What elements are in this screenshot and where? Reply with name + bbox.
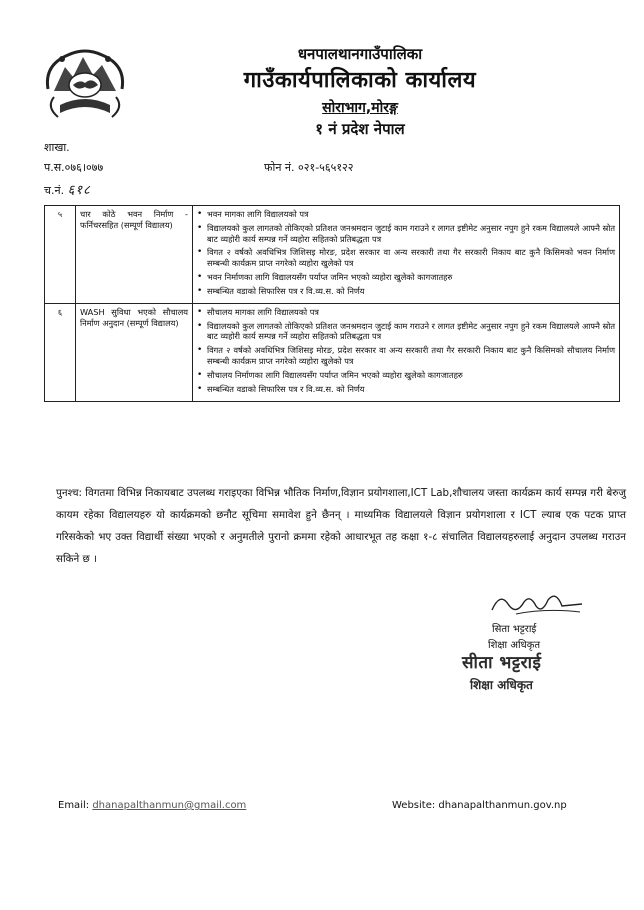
phone-number: फोन नं. ०२१-५६५१२२ <box>264 161 354 174</box>
email-label: Email: <box>58 800 90 811</box>
province-name: १ नं प्रदेश नेपाल <box>315 120 405 138</box>
branch-label: शाखा. <box>44 141 70 154</box>
row-serial: ६ <box>45 303 76 401</box>
row-serial: ५ <box>45 206 76 304</box>
nepal-emblem-logo <box>40 45 130 125</box>
table-row <box>45 206 620 304</box>
list-item: • भवन मागका लागि विद्यालयको पत्र <box>207 209 615 220</box>
signatory-name: सिता भट्टराई <box>492 624 537 635</box>
list-item: • सौचालय निर्माणका लागि विद्यालयसँग पर्याप्त जमिन भएको व्यहोरा खुलेको कागजातहरु <box>207 370 615 381</box>
row-title: चार कोठे भवन निर्माण - फर्निचरसहित (सम्पूर्ण विद्यालय) <box>76 206 193 304</box>
office-name: गाउँकार्यपालिकाको कार्यालय <box>243 68 477 93</box>
stamp-name: सीता भट्टराई <box>462 653 542 673</box>
row-requirements <box>193 206 620 304</box>
row-requirements <box>193 303 620 401</box>
email-link[interactable]: dhanapalthanmun@gmail.com <box>92 800 247 811</box>
footer-website <box>392 800 567 811</box>
chalani-value: ६१८ <box>67 183 91 198</box>
list-item: • सौचालय मागका लागि विद्यालयको पत्र <box>207 307 615 318</box>
list-item: • भवन निर्माणका लागि विद्यालयसँग पर्याप्त जमिन भएको व्यहोरा खुलेको कागजातहरु <box>207 272 615 283</box>
list-item: • सम्बन्धित वडाको सिफारिस पत्र र वि.व्य.स. को निर्णय <box>207 286 615 297</box>
website-link[interactable]: dhanapalthanmun.gov.np <box>438 800 567 811</box>
requirements-table <box>44 205 620 402</box>
stamp-title: शिक्षा अधिकृत <box>470 678 533 692</box>
signatory-title: शिक्षा अधिकृत <box>488 640 541 651</box>
handwritten-signature <box>486 584 586 620</box>
list-item: • विद्यालयको कुल लागतको तोकिएको प्रतिशत जनश्रमदान जुटाई काम गराउने र लागत इष्टीमेट अनुसार नपुग हुने रकम विद्यालयले आफ्नै स्रोत बाट व्यहोरी कार्य सम्पन्न गर्ने व्यहोरा सहितको प्रतिबद्धता पत्र <box>207 321 615 343</box>
table-row <box>45 303 620 401</box>
footer-email <box>58 800 246 811</box>
website-label: Website: <box>392 800 436 811</box>
office-address: सोराभाग,मोरङ्ग <box>322 100 398 116</box>
row-title: WASH सुविधा भएको सौचालय निर्माण अनुदान (सम्पूर्ण विद्यालय) <box>76 303 193 401</box>
list-item: • सम्बन्धित वडाको सिफारिस पत्र र वि.व्य.स. को निर्णय <box>207 384 615 395</box>
municipality-name: धनपालथानगाउँपालिका <box>297 45 423 63</box>
list-item: • विगत २ वर्षको अवधिभित्र जिशिसइ मोरङ, प्रदेश सरकार वा अन्य सरकारी तथा गैर सरकारी निकाय बाट कुनै किसिमको भवन निर्माण सम्बन्धी कार्यक्रम प्राप्त नगरेको व्यहोरा खुलेको पत्र <box>207 247 615 269</box>
chalani-number <box>44 180 91 198</box>
patra-sankhya: प.स.०७६।०७७ <box>44 161 104 174</box>
list-item: • विद्यालयको कुल लागतको तोकिएको प्रतिशत जनश्रमदान जुटाई काम गराउने र लागत इष्टीमेट अनुसार नपुग हुने रकम विद्यालयले आफ्नै स्रोत बाट व्यहोरी कार्य सम्पन्न गर्ने व्यहोरा सहितको प्रतिबद्धता पत्र <box>207 223 615 245</box>
list-item: • विगत २ वर्षको अवधिभित्र जिशिसइ मोरङ, प्रदेश सरकार वा अन्य सरकारी तथा गैर सरकारी निकाय बाट कुनै किसिमको सौचालय निर्माण सम्बन्धी कार्यक्रम प्राप्त नगरेको व्यहोरा खुलेको पत्र <box>207 345 615 367</box>
postscript-note: पुनश्च: विगतमा विभिन्न निकायबाट उपलब्ध गराइएका विभिन्न भौतिक निर्माण,विज्ञान प्रयोगशाला,ICT Lab,शौचालय जस्ता कार्यक्रम कार्य सम्पन्न गरी बेरुजु कायम रहेका विद्यालयहरु यो कार्यक्रमको छनौट सूचिमा समावेश हुने छैनन् । माध्यमिक विद्यालयले विज्ञान प्रयोगशाला र ICT ल्याब एक पटक प्राप्त गरिसकेको भए उक्त विद्यार्थी संख्या भएको र अनुमतीले पुरानो क्रममा रहेको आधारभूत तह कक्षा १-८ संचालित विद्यालयहरुलाई अनुदान उपलब्ध गराउन सकिने छ । <box>56 487 626 565</box>
chalani-label: च.नं. <box>44 184 65 197</box>
